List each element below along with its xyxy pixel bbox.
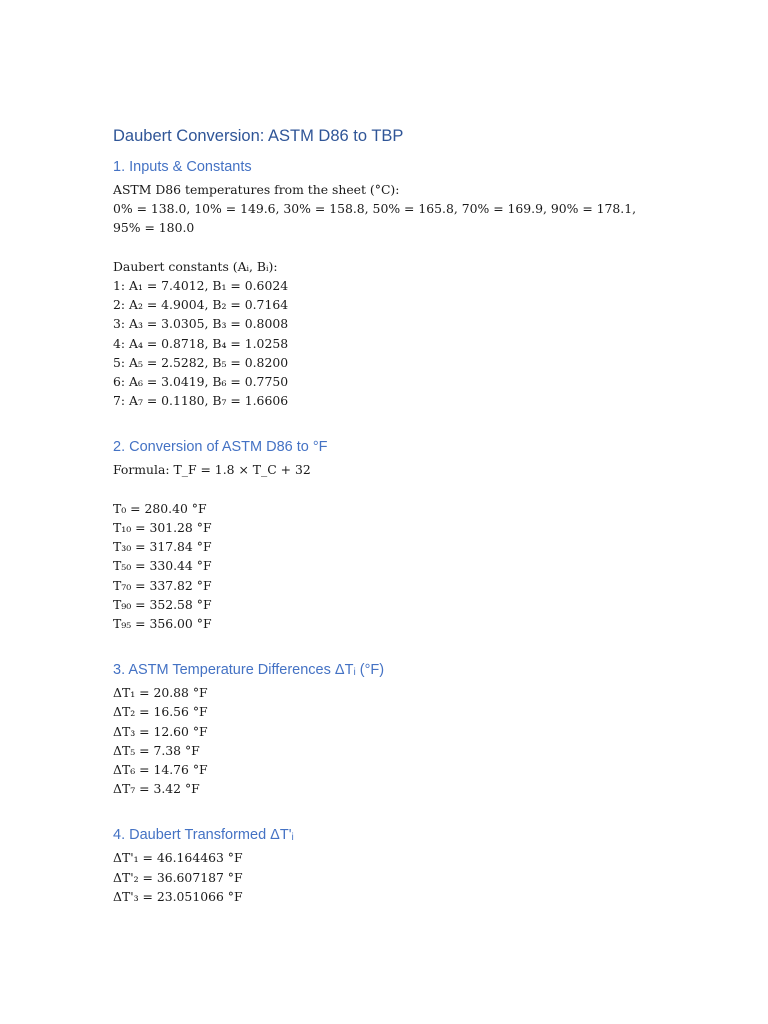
section-heading-differences: 3. ASTM Temperature Differences ΔTᵢ (°F) [113,662,385,679]
temps-label: ASTM D86 temperatures from the sheet (°C): [113,182,400,197]
result-line: T₃₀ = 317.84 °F [113,539,212,555]
result-line: T₉₀ = 352.58 °F [113,596,212,612]
blank-line [113,480,653,499]
result-line: ΔT₇ = 3.42 °F [113,781,200,797]
constants-label: Daubert constants (Aᵢ, Bᵢ): [113,258,278,274]
result-line: T₇₀ = 337.82 °F [113,577,212,593]
document-page [113,126,653,906]
document-title: Daubert Conversion: ASTM D86 to TBP [113,127,404,145]
section-heading-conversion: 2. Conversion of ASTM D86 to °F [113,439,328,456]
result-line: ΔT₆ = 14.76 °F [113,762,208,778]
result-line: T₉₅ = 356.00 °F [113,616,212,632]
section-heading-transformed: 4. Daubert Transformed ΔT'ᵢ [113,827,294,844]
section-transformed [113,826,653,906]
result-line: ΔT₅ = 7.38 °F [113,742,200,758]
result-line: ΔT'₃ = 23.051066 °F [113,888,243,904]
constant-line: 5: A₅ = 2.5282, B₅ = 0.8200 [113,354,289,370]
result-line: ΔT'₁ = 46.164463 °F [113,850,243,866]
constant-line: 1: A₁ = 7.4012, B₁ = 0.6024 [113,278,289,293]
blank-line [113,238,653,257]
formula-line: Formula: T_F = 1.8 × T_C + 32 [113,462,311,478]
temps-values: 0% = 138.0, 10% = 149.6, 30% = 158.8, 50% = 165.8, 70% = 169.9, 90% = 178.1, 95% = 180.0 [113,201,637,236]
constant-line: 6: A₆ = 3.0419, B₆ = 0.7750 [113,374,289,390]
section-inputs [113,158,653,410]
result-line: ΔT₁ = 20.88 °F [113,685,208,701]
result-line: ΔT₂ = 16.56 °F [113,704,208,720]
constant-line: 7: A₇ = 0.1180, B₇ = 1.6606 [113,393,289,409]
result-line: ΔT'₂ = 36.607187 °F [113,869,243,885]
result-line: T₁₀ = 301.28 °F [113,520,212,536]
constant-line: 3: A₃ = 3.0305, B₃ = 0.8008 [113,316,289,332]
result-line: T₀ = 280.40 °F [113,500,207,516]
section-conversion [113,438,653,633]
constant-line: 2: A₂ = 4.9004, B₂ = 0.7164 [113,297,289,313]
result-line: ΔT₃ = 12.60 °F [113,723,208,739]
constant-line: 4: A₄ = 0.8718, B₄ = 1.0258 [113,335,289,351]
section-differences [113,661,653,798]
result-line: T₅₀ = 330.44 °F [113,558,212,574]
section-heading-inputs: 1. Inputs & Constants [113,159,252,175]
